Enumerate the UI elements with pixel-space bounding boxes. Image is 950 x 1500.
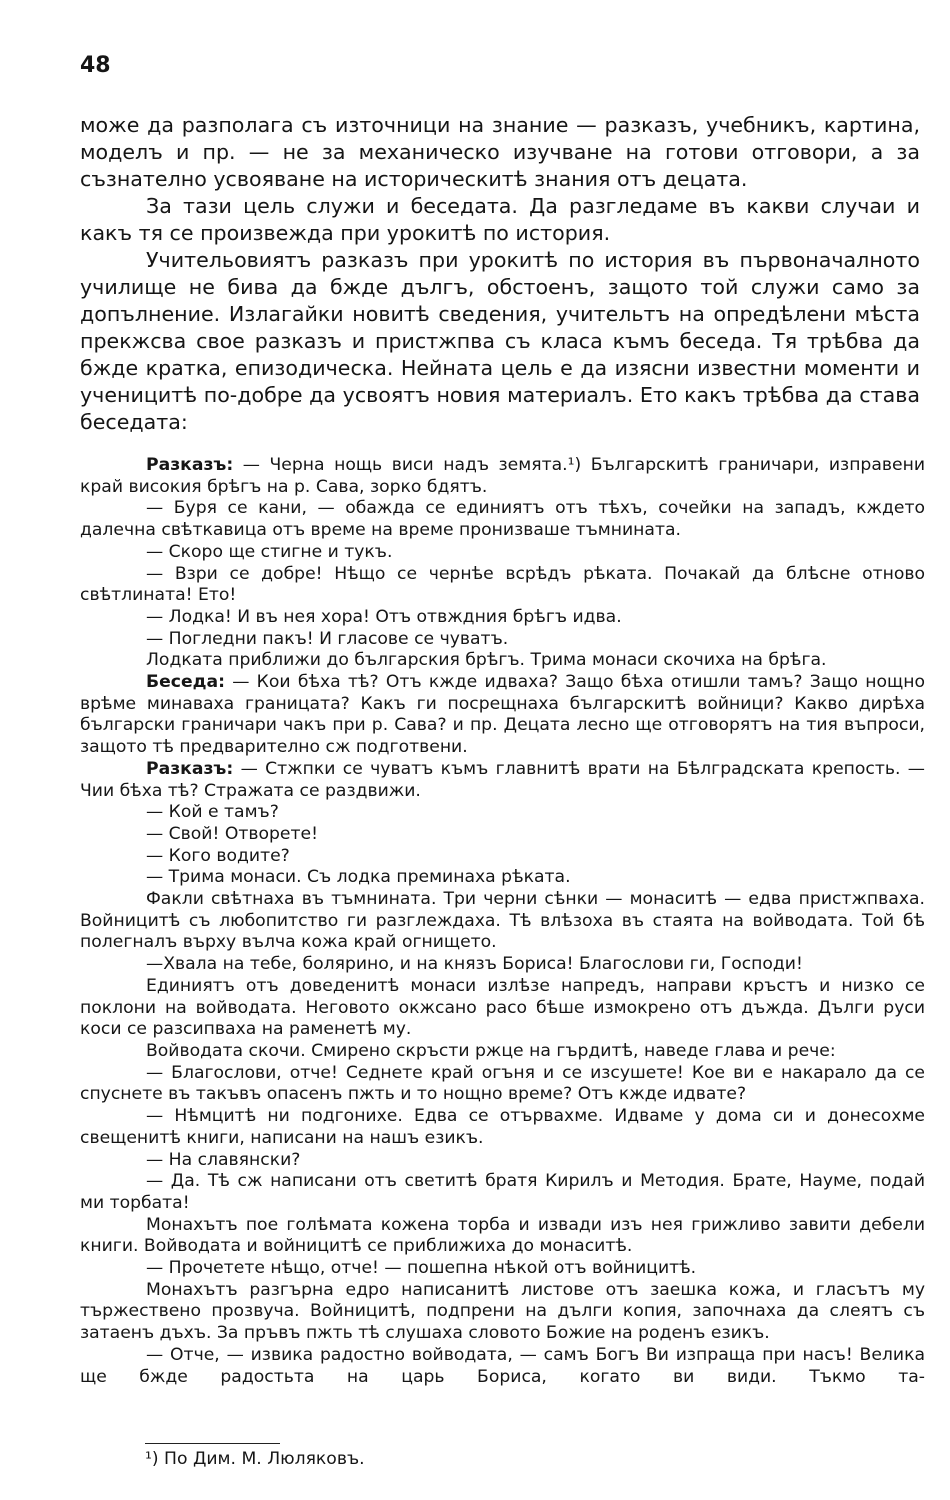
example-paragraph: — Взри се добре! Нѣщо се чернѣе всрѣдъ рѣката. Почакай да блѣсне отново свѣтлината! Ето! [80,563,925,606]
example-paragraph: — Свой! Отворете! [146,823,318,844]
paragraph-label: Беседа: [146,672,225,693]
footnote-divider [145,1443,280,1444]
example-paragraph: — Благослови, отче! Седнете край огъня и се изсушете! Кое ви е накарало да се спуснете въ такъвъ опасенъ пжть и то нощно време? Отъ кжде идвате? [80,1062,925,1105]
paragraph-label: Разказъ: [146,455,234,475]
example-paragraph: — Да. Тѣ сж написани отъ светитѣ братя Кирилъ и Методия. Брате, Науме, подай ми торбата! [80,1171,925,1213]
example-paragraph: Лодката приближи до българския брѣгъ. Трима монаси скочиха на брѣга. [146,650,827,671]
paragraph-label: Разказъ: [146,758,234,779]
paragraph-text: — Черна нощь виси надъ земята.¹) Българскитѣ граничари, изправени край високия брѣгъ на р. Сава, зорко бдятъ. [80,455,925,497]
example-lesson [80,455,925,1388]
intro-paragraph-2: За тази цель служи и беседата. Да разгледаме въ какви случаи и какъ тя се произвежда при урокитѣ по история. [80,194,920,245]
paragraph-text: — Кои бѣха тѣ? Отъ кжде идваха? Защо бѣха отишли тамъ? Защо нощно врѣме минаваха границата? Какъ ги посрещнаха българскитѣ войници? Какво дирѣха български граничари чакъ при р. Сава? и пр. Децата лесно ще отговорятъ на тия въпроси, защото тѣ предварително сж подготвени. [80,672,925,758]
example-paragraph: Войводата скочи. Смирено скръсти ржце на гърдитѣ, наведе глава и рече: [146,1040,836,1061]
example-paragraph: — Буря се кани, — обажда се единиятъ отъ тѣхъ, сочейки на западъ, кждето далечна свѣткавица отъ време на време пронизваше тъмнината. [80,498,925,541]
footnote: ¹) По Дим. М. Люляковъ. [145,1449,365,1469]
example-paragraph: —Хвала на тебе, болярино, и на князъ Бориса! Благослови ги, Господи! [146,954,803,975]
example-paragraph: Единиятъ отъ доведенитѣ монаси излѣзе напредъ, направи кръстъ и низко се поклони на войводата. Неговото окжсано расо бѣше измокрено отъ дъжда. Дълги руси коси се разсипваха на раменетѣ му. [80,975,925,1040]
example-paragraph: — Кой е тамъ? [146,802,279,823]
example-paragraph: — Лодка! И въ нея хора! Отъ отвждния брѣгъ идва. [146,606,622,627]
example-paragraph [80,672,925,759]
intro-paragraph-3: Учительовиятъ разказъ при урокитѣ по история въ първоначалното училище не бива да бжде дългъ, обстоенъ, защото той служи само за допълнение. Излагайки новитѣ сведения, учительтъ на опредѣлени мѣста прекжсва свое разказъ и пристжпва съ класа къмъ беседа. Тя трѣбва да бжде кратка, епизодическа. Нейната цель е да изясни известни моменти и ученицитѣ по-добре да усвоятъ новия материалъ. Ето какъ трѣбва да става беседата: [80,248,920,434]
example-paragraph: — Кого водите? [146,845,290,866]
example-paragraph: Факли свѣтнаха въ тъмнината. Три черни сѣнки — монаситѣ — едва пристжпваха. Войницитѣ съ любопитство ги разглеждаха. Тѣ влѣзоха въ стаята на войводата. Той бѣ полегналъ върху вълча кожа край огнището. [80,889,925,953]
intro-text [80,112,920,436]
example-paragraph: — Отче, — извика радостно войводата, — самъ Богъ Ви изпраща при насъ! Велика ще бжде радостьта на царь Бориса, когато ви види. Тъкмо та- [80,1344,925,1387]
example-paragraph: — Погледни пакъ! И гласове се чуватъ. [146,628,509,649]
example-paragraph: Монахътъ пое голѣмата кожена торба и извади изъ нея грижливо завити дебели книги. Войводата и войницитѣ се приближиха до монаситѣ. [80,1214,925,1257]
paragraph-text: — Стжпки се чуватъ къмъ главнитѣ врати на Бѣлградската крепость. — Чии бѣха тѣ? Стражата се раздвижи. [80,758,925,801]
example-paragraph: — Прочетете нѣщо, отче! — пошепна нѣкой отъ войницитѣ. [146,1258,697,1279]
example-paragraph: — На славянски? [146,1149,301,1170]
example-paragraph: — Нѣмцитѣ ни подгонихе. Едва се отървахме. Идваме у дома си и донесохме свещенитѣ книги, написани на нашъ езикъ. [80,1106,925,1148]
example-paragraph [80,455,925,498]
example-paragraph: — Скоро ще стигне и тукъ. [146,541,393,562]
example-paragraph: Монахътъ разгърна едро написанитѣ листове отъ заешка кожа, и гласътъ му тържествено прозвуча. Войницитѣ, подпрени на дълги копия, започнаха да слеятъ съ затаенъ дъхъ. За пръвъ пжть тѣ слушаха словото Божие на роденъ езикъ. [80,1279,925,1344]
example-paragraph: — Трима монаси. Съ лодка преминаха рѣката. [146,867,571,888]
example-paragraph [80,759,925,802]
intro-paragraph-1: може да разполага съ източници на знание — разказъ, учебникъ, картина, моделъ и пр. — не за механическо изучване на готови отговори, а за съзнателно усвояване на историческитѣ знания отъ децата. [80,113,920,191]
page-number: 48 [80,53,111,78]
